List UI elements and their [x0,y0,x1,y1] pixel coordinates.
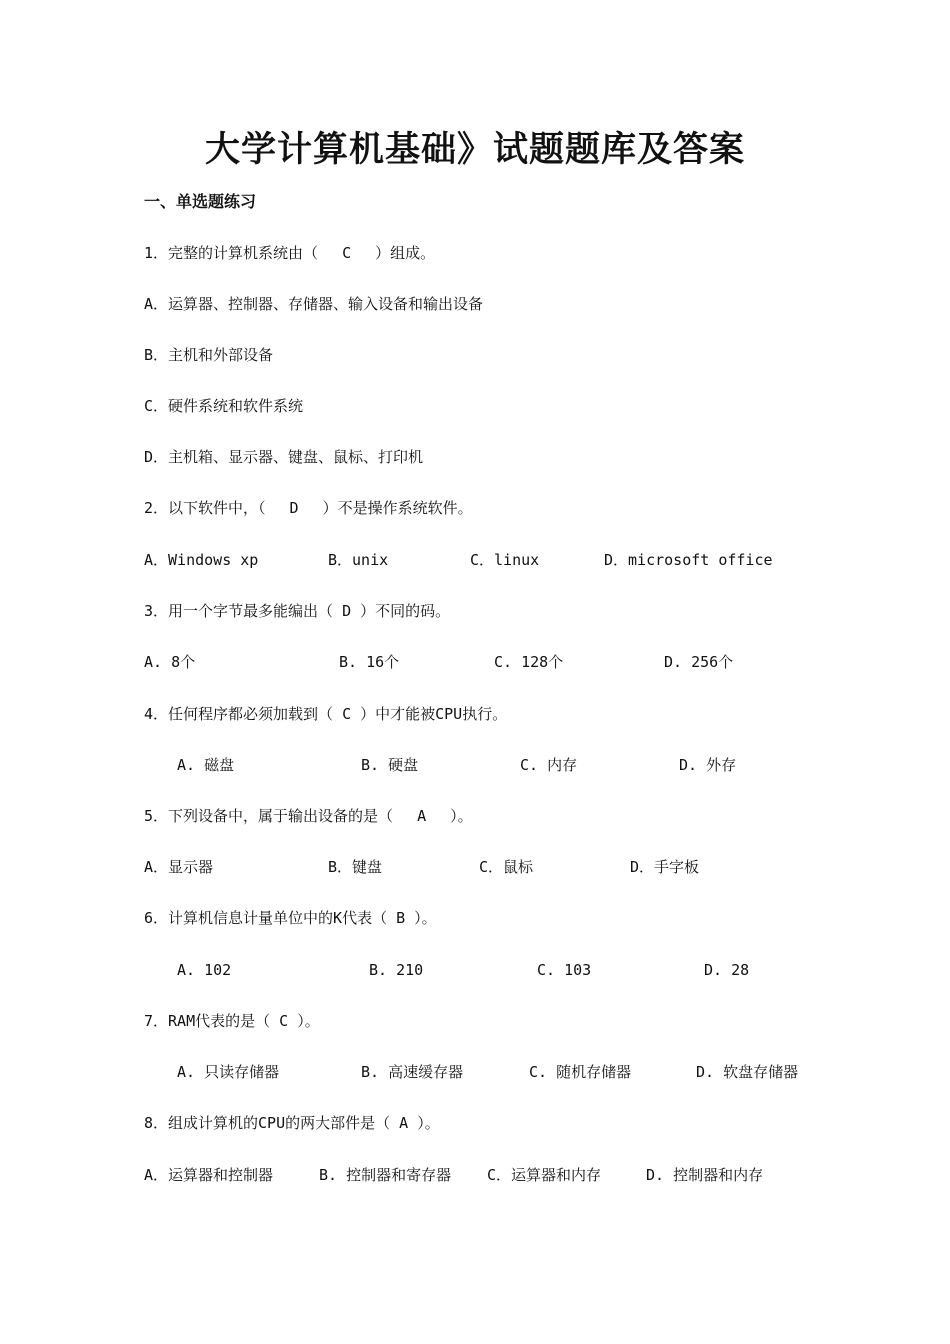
question-stem: 7．RAM代表的是（ C ）。 [144,1012,320,1030]
option-d: D. 控制器和内存 [646,1166,764,1184]
option-c: C. 103 [537,961,592,979]
option-b: B. 控制器和寄存器 [319,1166,452,1184]
question-stem: 5．下列设备中，属于输出设备的是（ A ）。 [144,807,473,825]
option-a: A. 8个 [144,653,196,671]
question-stem: 8．组成计算机的CPU的两大部件是（ A ）。 [144,1114,440,1132]
option-a: A．显示器 [144,858,214,876]
option-d: D. 外存 [679,756,737,774]
option-c: C．鼠标 [479,858,534,876]
option-a: A．运算器、控制器、存储器、输入设备和输出设备 [144,295,484,313]
option-d: D．手字板 [630,858,700,876]
option-d: D. 28 [704,961,750,979]
document-title: 大学计算机基础》试题题库及答案 [204,129,745,170]
option-a: A. 只读存储器 [177,1063,280,1081]
option-d: D．主机箱、显示器、键盘、鼠标、打印机 [144,448,424,466]
option-a: A. 磁盘 [177,756,235,774]
option-b: B．unix [328,551,389,569]
question-stem: 3．用一个字节最多能编出（ D ）不同的码。 [144,602,451,620]
question-stem: 6．计算机信息计量单位中的K代表（ B ）。 [144,909,437,927]
option-b: B. 硬盘 [361,756,419,774]
option-d: D．microsoft office [604,551,773,569]
option-c: C．硬件系统和软件系统 [144,397,304,415]
question-stem: 1．完整的计算机系统由（ C ）组成。 [144,244,436,262]
option-b: B. 210 [369,961,424,979]
option-b: B．主机和外部设备 [144,346,274,364]
option-b: B．键盘 [328,858,383,876]
option-d: D. 软盘存储器 [696,1063,799,1081]
option-d: D. 256个 [664,653,734,671]
option-a: A．运算器和控制器 [144,1166,274,1184]
option-a: A．Windows xp [144,551,259,569]
option-b: B. 高速缓存器 [361,1063,464,1081]
option-c: C. 随机存储器 [529,1063,632,1081]
option-c: C. 内存 [520,756,578,774]
question-stem: 4．任何程序都必须加载到（ C ）中才能被CPU执行。 [144,705,508,723]
option-c: C. 128个 [494,653,564,671]
option-c: C．运算器和内存 [487,1166,602,1184]
option-b: B. 16个 [339,653,400,671]
question-stem: 2．以下软件中，（ D ）不是操作系统软件。 [144,499,473,517]
option-c: C．linux [470,551,540,569]
option-a: A. 102 [177,961,232,979]
section-heading: 一、单选题练习 [144,192,257,211]
